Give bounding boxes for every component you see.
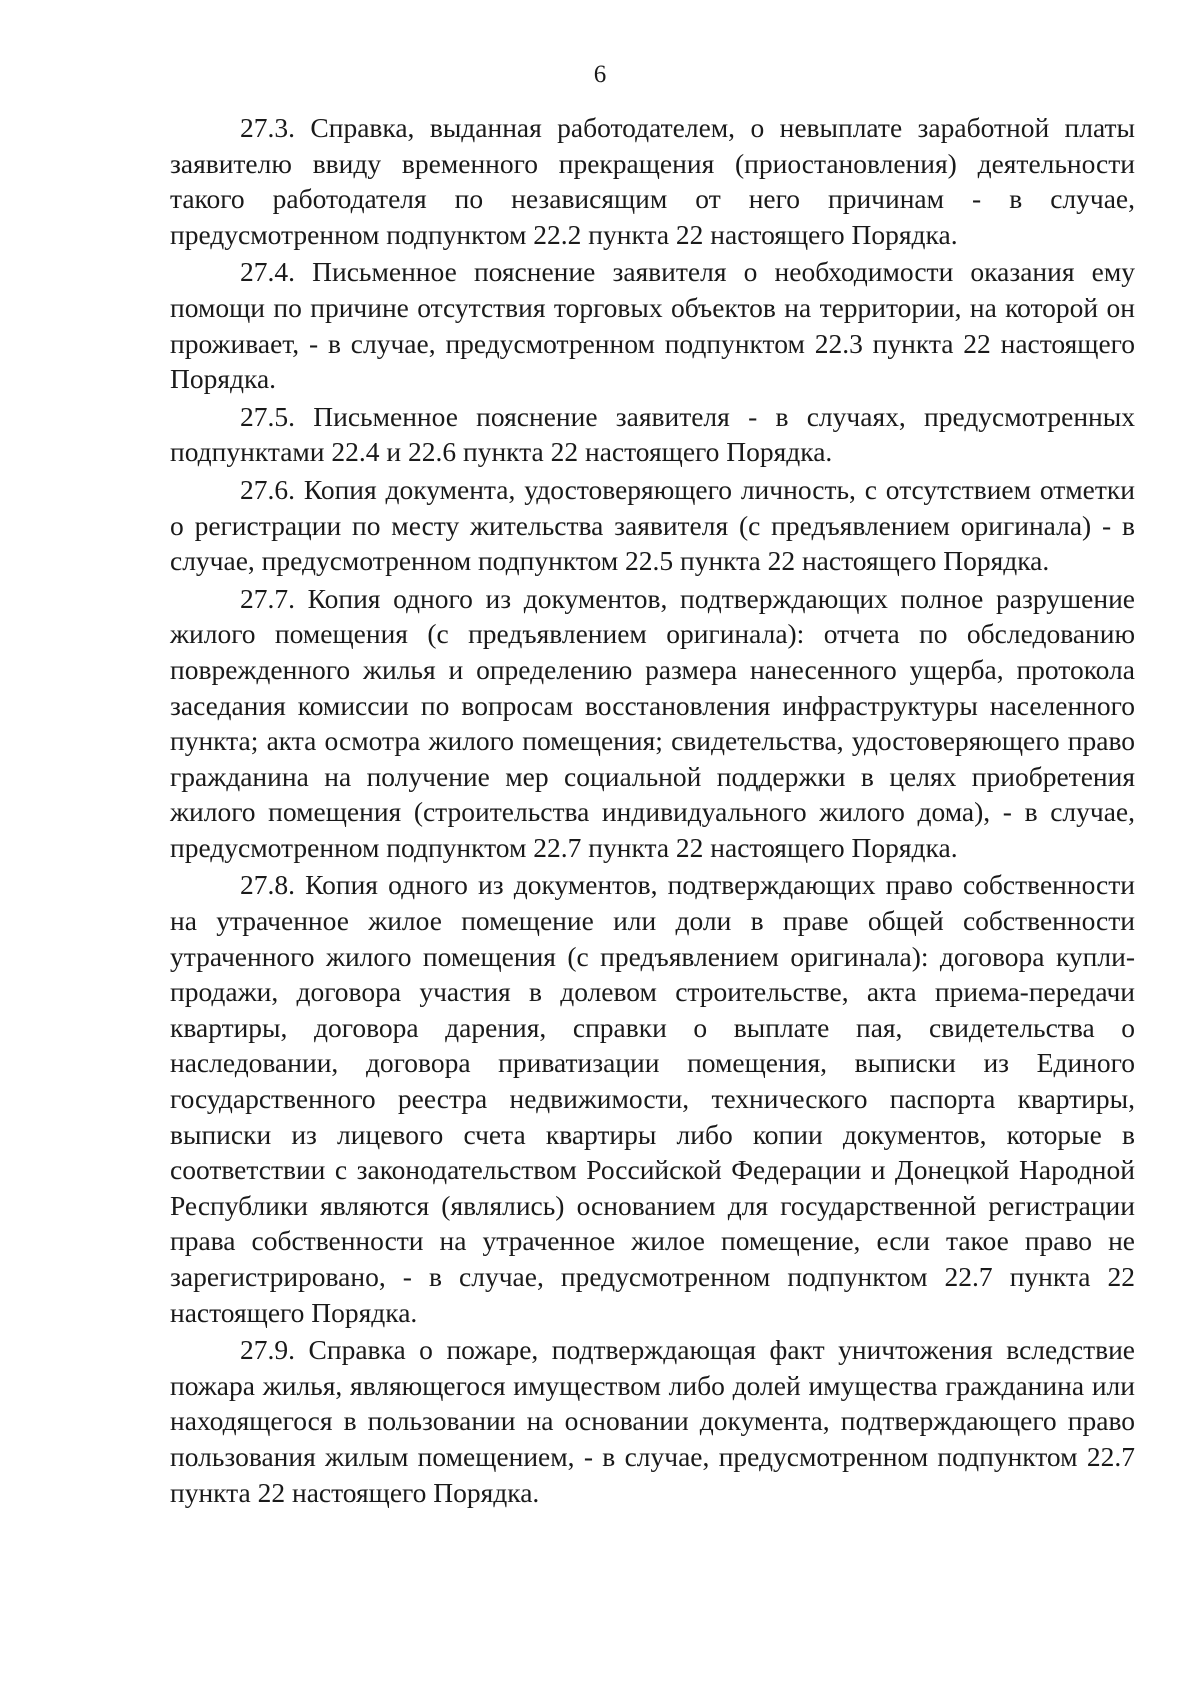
paragraph-27-4: 27.4. Письменное пояснение заявителя о необходимости оказания ему помощи по причине отсутствия торговых объектов на территории, на которой он проживает, - в случае, предусмотренном подпунктом 22.3 пункта 22 настоящего Порядка.	[170, 256, 1135, 395]
paragraph-27-9: 27.9. Справка о пожаре, подтверждающая факт уничтожения вследствие пожара жилья, являющегося имуществом либо долей имущества гражданина или находящегося в пользовании на основании документа, подтверждающего право пользования жилым помещением, - в случае, предусмотренном подпунктом 22.7 пункта 22 настоящего Порядка.	[170, 1334, 1135, 1508]
document-body	[170, 110, 1135, 1512]
paragraph-27-3: 27.3. Справка, выданная работодателем, о невыплате заработной платы заявителю ввиду временного прекращения (приостановления) деятельности такого работодателя по независящим от него причинам - в случае, предусмотренном подпунктом 22.2 пункта 22 настоящего Порядка.	[170, 112, 1135, 250]
paragraph-27-8: 27.8. Копия одного из документов, подтверждающих право собственности на утраченное жилое помещение или доли в праве общей собственности утраченного жилого помещения (с предъявлением оригинала): договора купли-продажи, договора участия в долевом строительстве, акта приема-передачи квартиры, договора дарения, справки о выплате пая, свидетельства о наследовании, договора приватизации помещения, выписки из Единого государственного реестра недвижимости, технического паспорта квартиры, выписки из лицевого счета квартиры либо копии документов, которые в соответствии с законодательством Российской Федерации и Донецкой Народной Республики являются (являлись) основанием для государственной регистрации права собственности на утраченное жилое помещение, если такое право не зарегистрировано, - в случае, предусмотренном подпунктом 22.7 пункта 22 настоящего Порядка.	[170, 869, 1135, 1328]
paragraph-27-6: 27.6. Копия документа, удостоверяющего личность, с отсутствием отметки о регистрации по месту жительства заявителя (с предъявлением оригинала) - в случае, предусмотренном подпунктом 22.5 пункта 22 настоящего Порядка.	[170, 473, 1135, 577]
paragraph-27-5: 27.5. Письменное пояснение заявителя - в случаях, предусмотренных подпунктами 22.4 и 22.6 пункта 22 настоящего Порядка.	[170, 400, 1135, 468]
page-number: 6	[593, 61, 607, 88]
paragraph-27-7: 27.7. Копия одного из документов, подтверждающих полное разрушение жилого помещения (с предъявлением оригинала): отчета по обследованию поврежденного жилья и определению размера нанесенного ущерба, протокола заседания комиссии по вопросам восстановления инфраструктуры населенного пункта; акта осмотра жилого помещения; свидетельства, удостоверяющего право гражданина на получение мер социальной поддержки в целях приобретения жилого помещения (строительства индивидуального жилого дома), - в случае, предусмотренном подпунктом 22.7 пункта 22 настоящего Порядка.	[170, 582, 1135, 863]
